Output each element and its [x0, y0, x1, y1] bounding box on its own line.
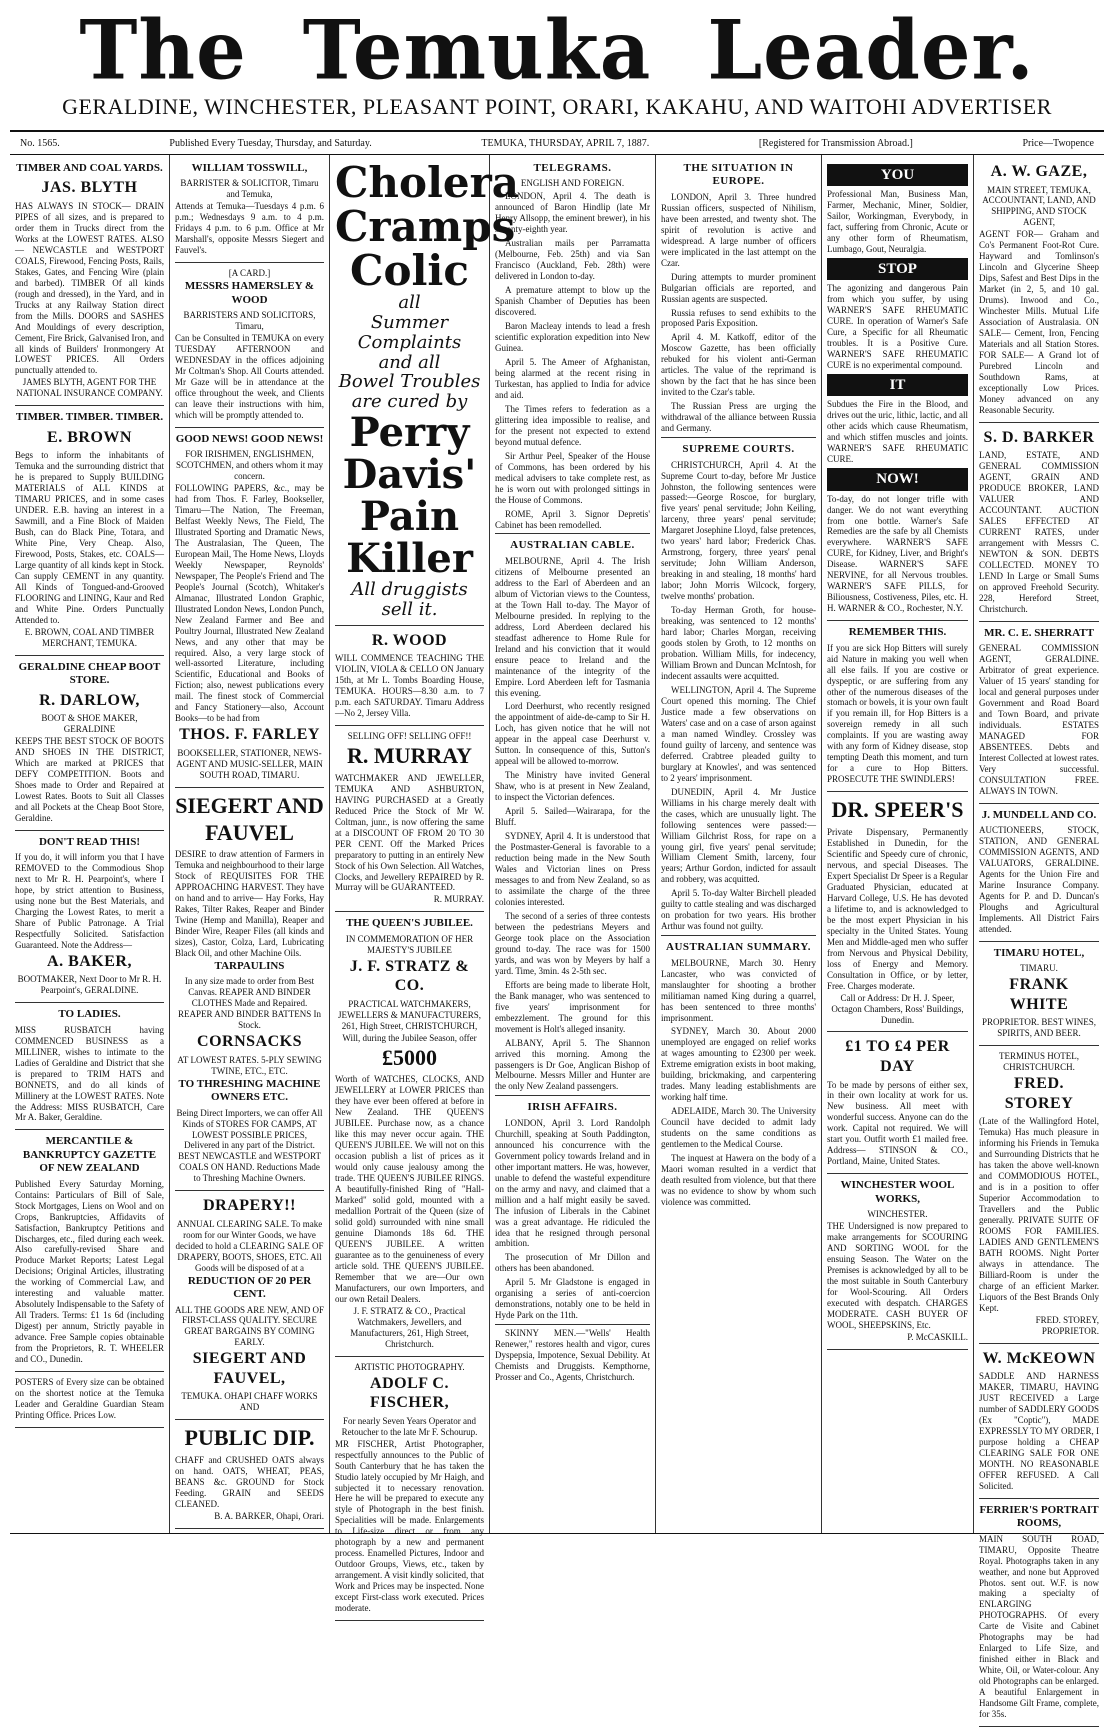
article-paragraph: SYDNEY, March 30. About 2000 unemployed are engaged on relief works at wages amounting to £2300 per week. Extreme emigration exists in boot making, building, brickmaking, and carpentering trades. Many leading establishments are working half time.	[661, 1026, 816, 1103]
ad-body: ANNUAL CLEARING SALE. To make room for our Winter Goods, we have decided to hold a CLEARING SALE OF DRAPERY, BOOTS, SHOES, ETC. All Goods will be disposed of at a	[175, 1218, 324, 1273]
advertiser-name: WILLIAM TOSSWILL,	[191, 162, 308, 174]
article-paragraph: Lord Deerhurst, who recently resigned the appointment of aide-de-camp to Sir H. Loch, has given notice that he will not appear in the appeal case Deerhurst v. Sutton. In consequence of this, Sutton's appeal will be allowed to-morrow.	[495, 701, 650, 767]
ad-banner: YOU	[827, 164, 968, 186]
divider	[495, 533, 650, 534]
masthead-word-3: Leader.	[707, 2, 1035, 98]
ad-body: Can be Consulted in TEMUKA on every TUESDAY AFTERNOON and WEDNESDAY in the offices adjoining Mr Coltman's Shop. All Courts attended. Mr Gaze will be in attendance at the office throughout the week, and Clients can leave their instructions with him, which will be promptly attended to.	[175, 332, 324, 420]
advertiser-name: FRED. STOREY	[1004, 1075, 1074, 1112]
ad-subheading: BARRISTER & SOLICITOR, Timaru and Temuka,	[180, 178, 319, 200]
ad-subheading: WINCHESTER.	[867, 1209, 928, 1220]
issue-date: TEMUKA, THURSDAY, APRIL 7, 1887.	[481, 137, 650, 149]
ad-footer: All druggists sell it.	[351, 579, 468, 620]
ad-sherratt	[979, 622, 1099, 804]
article-paragraph: April 5. The Ameer of Afghanistan, being alarmed at the recent rising in Turkestan, has applied to India for advice and aid.	[495, 356, 650, 400]
ad-heading: Perry Davis'	[342, 409, 477, 499]
ad-farley	[175, 428, 324, 788]
ad-body: Private Dispensary, Permanently Established in Dunedin, for the Scientific and Speedy cure of chronic, nervous, and special Diseases. The Expert Specialist Dr Speer is a Regular Graduated Physician, educated at Harvard College, U.S. He has devoted a lifetime to, and is acknowledged to be the most expert Physician in his specialty in the United States. Young Men and Middle-aged men who suffer from Nervous and Physical Debility, loss of Energy and Memory. Consultation in Office, or by letter, Free. Charges moderate.	[827, 827, 968, 991]
ad-pain-killer	[335, 157, 519, 626]
section-heading: TELEGRAMS.	[533, 162, 612, 174]
ad-heading: GOOD NEWS! GOOD NEWS!	[175, 432, 324, 445]
ad-body: (Late of the Wallingford Hotel, Temuka) Has much pleasure in informing his Friends in Temuka and Surrounding Districts that he has taken the above well-known and COMMODIOUS HOTEL, and is in a position to offer Superior Accommodation to Travellers and the Public generally. PRIVATE SUITE OF ROOMS FOR FAMILIES. LADIES AND GENTLEMEN'S BATH ROOMS. Night Porter always in attendance. The Billiard-Room is under the charge of an efficient Marker. Liquors of the Best Brands Only Kept.	[979, 1116, 1099, 1313]
ad-signature: Call or Address: Dr H. J. Speer, Octagon Chambers, Ross' Buildings, Dunedin.	[831, 992, 964, 1025]
ad-body: If you are sick Hop Bitters will surely aid Nature in making you well when all else fails. If you are costive or dyspeptic, or are suffering from any other of the numerous diseases of the stomach or bowels, it is your own fault if you remain ill, for Hop Bitters is a sovereign remedy in all such complaints. If you are wasting away with any form of Kidney disease, stop tempting Death this moment, and turn for a cure to Hop Bitters. PROSECUTE THE SWINDLERS!	[827, 642, 968, 785]
advertiser-name: WINCHESTER WOOL WORKS,	[840, 1179, 955, 1205]
advertiser-name: MR. C. E. SHERRATT	[984, 626, 1094, 639]
advertiser-name: SIEGERT AND FAUVEL,	[192, 1350, 307, 1387]
ad-posters	[15, 1372, 164, 1428]
ad-heading: TARPAULINS	[214, 960, 285, 973]
column-2	[170, 155, 330, 1533]
ad-signature: JAMES BLYTH, AGENT FOR THE NATIONAL INSURANCE COMPANY.	[16, 377, 163, 399]
ad-body: LAND, ESTATE, AND GENERAL COMMISSION AGENT, GRAIN AND PRODUCE BROKER, LAND VALUER AND ACCOUNTANT. AUCTION SALES EFFECTED AT CURRENT RATES, under arrangement with Messrs C. NEWTON & SON. DEBTS COLLECTED. MONEY TO LEND In Large or Small Sums on approved Freehold Security. 228, Hereford Street, Christchurch.	[979, 450, 1099, 614]
ad-heading: TIMBER. TIMBER. TIMBER.	[15, 411, 164, 424]
advertiser-name: FRANK WHITE	[1009, 976, 1069, 1013]
ad-heading: CORNSACKS	[197, 1033, 302, 1051]
article-paragraph: Sir Arthur Peel, Speaker of the House of Commons, has been ordered by his medical advisers to take complete rest, as he is worn out with prolonged sittings in the House of Commons.	[495, 450, 650, 505]
article-paragraph: The inquest at Hawera on the body of a Maori woman resulted in a verdict that death resulted from violence, but that there was no evidence to show by whom such violence was committed.	[661, 1153, 816, 1207]
article-paragraph: LONDON, April 3. Lord Randolph Churchill, speaking at South Paddington, announced his concurrence with the Government policy towards Ireland and in other important matters. He was, however, unable to defend the wasteful expenditure on the army and navy, and claimed that a million and a half might easily be saved. The infusion of Liberals in the Cabinet was a great advantage. He ridiculed the idea that he resigned through personal ambition.	[495, 1117, 650, 1249]
ad-body: POSTERS of Every size can be obtained on the shortest notice at the Temuka Leader and Geraldine Guardian Steam Printing Office. Prices Low.	[15, 1377, 164, 1421]
columns	[10, 155, 1104, 1720]
divider	[661, 935, 816, 936]
masthead-word-1: The	[79, 2, 247, 98]
article-paragraph: April 4. M. Katkoff, editor of the Moscow Gazette, has been officially rebuked for his violent anti-German articles. The value of the reprimand is shown by the fact that he has since been invited to the Czar's table.	[661, 332, 816, 398]
ad-signature: FRED. STOREY, PROPRIETOR.	[1035, 1314, 1099, 1336]
column-3	[330, 155, 519, 1614]
ad-darlow	[15, 656, 164, 831]
ad-body: CHAFF and CRUSHED OATS always on hand. OATS, WHEAT, PEAS, BEANS &c. GROUND for Stock Feeding. GRAIN and SEEDS CLEANED.	[175, 1455, 324, 1510]
ad-hop-bitters	[827, 621, 968, 792]
advertiser-name: MESSRS HAMERSLEY & WOOD	[184, 280, 315, 306]
section-heading: SUPREME COURTS.	[682, 443, 795, 456]
ad-siegert-fauvel	[175, 788, 324, 1192]
column-5	[656, 155, 822, 1533]
ad-subheading: BOOT & SHOE MAKER, GERALDINE	[41, 713, 138, 735]
ad-line: all	[398, 292, 421, 314]
ad-storey	[979, 1046, 1099, 1343]
ad-heading: Cramps	[335, 202, 516, 252]
ad-body: AUCTIONEERS, STOCK, STATION, AND GENERAL COMMISSION AGENTS, AND VALUATORS, GERALDINE. Agents for the Union Fire and Marine Insurance Company. Agents for P. and D. Duncan's Ploughs and Agricultural Implements. All District Fairs attended.	[979, 825, 1099, 934]
ad-subheading: For nearly Seven Years Operator and Retoucher to the late Mr F. Schourup.	[341, 1415, 478, 1437]
ad-subheading: TEMUKA. OHAPI CHAFF WORKS AND	[181, 1391, 318, 1413]
ad-heading: £1 TO £4 PER DAY	[845, 1038, 950, 1075]
ad-heading: TIMBER AND COAL YARDS.	[16, 162, 163, 174]
ad-subheading: PRACTICAL WATCHMAKERS, JEWELLERS & MANUFACTURERS, 261, High Street, CHRISTCHURCH,	[337, 998, 482, 1031]
issue-number: No. 1565.	[20, 137, 60, 149]
ad-body: Begs to inform the inhabitants of Temuka and the surrounding district that he is prepared to Supply BUILDING MATERIALS of ALL KINDS at TIMARU PRICES, and in some cases UNDER. E.B. having an interest in a Sawmill, and a Fine Block of Maiden Bush, can do Black Pine, Totara, and White Pine, Very Cheap. Also, Firewood, Posts, Stakes, etc. COALS—Large quantity of all kinds kept in Stock. Can supply CEMENT in any quantity. All Kinds of Tongued-and-Grooved FLOORING and LINING, Kaur and Red and White Pine. Orders Punctually Attended to.	[15, 450, 164, 625]
column-7	[974, 155, 1104, 1720]
advertiser-name: J. F. STRATZ & CO.	[349, 957, 470, 995]
article-paragraph: ALBANY, April 5. The Shannon arrived this morning. Among the passengers is Dr Goe, Anglican Bishop of Melbourne. Messrs Miller and Hunter are the only New Zealand passengers.	[495, 1037, 650, 1092]
masthead-word-2: Temuka	[302, 2, 652, 98]
article-paragraph: Russia refuses to send exhibits to the proposed Paris Exposition.	[661, 307, 816, 329]
ad-banner: IT	[827, 374, 968, 396]
ad-amount: £5000	[382, 1044, 437, 1070]
masthead	[10, 0, 1104, 96]
ad-body: SADDLE AND HARNESS MAKER, TIMARU, HAVING JUST RECEIVED a Large number of SADDLERY GOODS (Ex "Coptic"), MADE EXPRESSLY TO MY ORDER, I purpose holding a CHEAP CLEARING SALE FOR ONE MONTH. NO REASONABLE OFFER REFUSED. A Call Solicited.	[979, 1371, 1099, 1491]
ad-subheading: TIMARU.	[1020, 963, 1058, 974]
article-paragraph: LONDON, April 3. Three hundred Russian officers, suspected of Nihilism, have been arrested, and twenty shot. The spirit of revolution is active and widespread. A large number of officers were implicated in the last attempt on the Czar.	[661, 191, 816, 268]
ad-heading: MERCANTILE & BANKRUPTCY GAZETTE OF NEW ZEALAND	[22, 1135, 157, 1175]
ad-heading: THE QUEEN'S JUBILEE.	[346, 917, 473, 930]
section-heading: AUSTRALIAN SUMMARY.	[666, 941, 811, 954]
column-6	[822, 155, 974, 1533]
ad-body: WILL COMMENCE TEACHING THE VIOLIN, VIOLA & CELLO ON January 15th, at Mr L. Tombs Boarding House, TEMUKA. HOURS—8.30 a.m. to 7 p.m. each SATURDAY. Timaru Address—No 2, Jersey Villa.	[335, 653, 484, 719]
article-paragraph: DUNEDIN, April 4. Mr Justice Williams in his charge merely dealt with the cases, which are unusually light. The following sentences were passed:—William Gilchrist Ross, for rape on a young girl, five years' penal servitude; William Clement Smith, larceny, four years; Arthur Gordon, indicted for assault and robbery, was acquitted.	[661, 786, 816, 885]
ad-body: DESIRE to draw attention of Farmers in Temuka and neighbourhood to their large Stock of REQUISITES FOR THE APPROACHING HARVEST. They have on hand and to arrive— Hay Forks, Hay Rakes, Tilter Rakes, Reaper and Binder Twine (Hemp and Manilla), Reaper and Binder Wire, Reaper Files (all kinds and sizes), Castor, Colza, Lard, Lubricating Black Oil, and other Machine Oils.	[175, 849, 324, 959]
masthead-subtitle: GERALDINE, WINCHESTER, PLEASANT POINT, ORARI, KAKAHU, AND WAITOHI ADVERTISER	[62, 94, 1052, 119]
ad-subheading: PROPRIETOR. BEST WINES, SPIRITS, AND BEER.	[981, 1017, 1097, 1039]
divider	[495, 1324, 650, 1325]
article-paragraph: ROME, April 3. Signor Depretis' Cabinet has been remodelled.	[495, 508, 650, 530]
advertiser-name: W. McKEOWN	[982, 1349, 1096, 1367]
ad-body: FOLLOWING PAPERS, &c., may be had from Thos. F. Farley, Bookseller, Timaru—The Nation, The Freeman, Belfast Weekly News, The Field, The Illustrated Sporting and Dramatic News, The Australasian, The Queen, The European Mail, The Home News, Lloyds Weekly Newspaper, Reynolds' Newspaper, The People's Friend and The People's Journal (Scotch), Whitaker's Almanac, Illustrated London Graphic, Illustrated London News, London Punch, New Zealand Farmer and Bee and Poultry Journal, Illustrated New Zealand News, and any other that may be required. Also, a very large stock of well-assorted Literature, including Scientific, Educational and Books of Fiction; also, newest publications every mail. The finest stock of Commercial and Fancy Stationery—also, Account Books—to be had from	[175, 482, 324, 724]
ad-body: GENERAL COMMISSION AGENT, GERALDINE. Arbitrator of great experience. Valuer of 15 years' standing for local and general purposes under Government and Road Board and Town Board, and private individuals. ESTATES MANAGED FOR ABSENTEES. Debts and Interest Collected at lowest rates. Very successful. CONSULTATION FREE. ALWAYS IN TOWN.	[979, 643, 1099, 796]
section-subheading: ENGLISH AND FOREIGN.	[520, 178, 625, 189]
ad-body: To be made by persons of either sex, in their own locality at work for us. New business. All meet with wonderful success. Anyone can do the work. Capital not required. We will start you. Outfit worth £1 mailed free. Address— STINSON & CO., Portland, Maine, United States.	[827, 1079, 968, 1167]
article-paragraph: MELBOURNE, April 4. The Irish citizens of Melbourne presented an address to the Earl of Aberdeen and an album of Victorian views to the Countess, at the Town Hall to-day. The Mayor of Melbourne presided. In replying to the address, Lord Aberdeen declared his steadfast adherence to Home Rule for Ireland and his conviction that it would ensure peace to Ireland and the maintenance of the integrity of the Empire. Lord Aberdeen left for Tasmania this evening.	[495, 555, 650, 698]
ad-heading: Colic	[350, 246, 469, 296]
article-paragraph: April 5. Sailed—Wairarapa, for the Bluff.	[495, 806, 650, 828]
ad-line: Bowel Troubles	[338, 371, 481, 393]
article-paragraph: The prosecution of Mr Dillon and others has been abandoned.	[495, 1252, 650, 1274]
article-paragraph: LONDON, April 4. The death is announced of Baron Hindlip (late Mr Henry Allsopp, the eminent brewer), in his seventy-eighth year.	[495, 191, 650, 235]
ad-body: The agonizing and dangerous Pain from which you suffer, by using WARNER'S SAFE RHEUMATIC CURE. In operation of Warner's Safe Cure, a Specific for all Rheumatic troubles. It is a Positive Cure. WARNER'S SAFE RHEUMATIC CURE is no experimental compound.	[827, 283, 968, 371]
ad-mercantile-gazette	[15, 1130, 164, 1372]
ad-signature: R. MURRAY.	[433, 894, 484, 905]
advertiser-name: S. D. BARKER	[983, 428, 1095, 446]
ad-body: Will, during the Jubilee Season, offer	[342, 1032, 477, 1043]
registration-note: [Registered for Transmission Abroad.]	[758, 137, 913, 149]
advertiser-name: JAS. BLYTH	[41, 179, 138, 197]
ad-heading: TO THRESHING MACHINE OWNERS ETC.	[178, 1077, 321, 1104]
divider	[661, 437, 816, 438]
ad-signature: P. McCASKILL.	[907, 1331, 968, 1342]
article-paragraph: Efforts are being made to liberate Holt, the Bank manager, who was sentenced to five years' imprisonment for embezzlement. The ground for this movement is Holt's alleged insanity.	[495, 979, 650, 1034]
advertiser-name: E. BROWN	[47, 428, 132, 446]
ad-body: Published Every Saturday Morning, Contains: Particulars of Bill of Sale, Stock Mortgages, Liens on Wool and on Crops, Bankruptcies, Affidavits of Satisfaction, Bankruptcy Petitions and Discharges, etc., filed during each week. Also carefully-revised Share and Produce Market Reports; Latest Legal Decisions; Original Articles, illustrating the working of Commercial Law, and interesting and valuable matter. Absolutely Indispensable to the Safety of All Traders. Terms: £1 1s 6d (including Digest) per annum, Strictly payable in advance. Free Sample copies obtainable from the Proprietors, R. T. WHEELER and CO., Dunedin.	[15, 1178, 164, 1365]
ad-mundell	[979, 804, 1099, 942]
article-paragraph: WELLINGTON, April 4. The Supreme Court opened this morning. The Chief Justice made a few observations on Waters' case and on a case of arson against a man named Windley. Crossley was found guilty of larceny, and sentence was deferred. Crabtree pleaded guilty to burglary at Knowles', and was sentenced to 2 years' imprisonment.	[661, 684, 816, 783]
ad-body: MAIN SOUTH ROAD, TIMARU, Opposite Theatre Royal. Photographs taken in any weather, and none but Approved Photos. sent out. W.F. is now making a specialty of ENLARGING PHOTOGRAPHS. Of every Carte de Visite and Cabinet Photographs may be had Enlarged to Life Size, and finished either in Black and White, Oil, or Water-colour. Any old Photographs can be enlarged. A beautiful Enlargement in Handsome Gilt Frame, complete, for 35s.	[979, 1533, 1099, 1720]
ad-tosswill	[175, 157, 324, 263]
advertiser-name: R. MURRAY	[346, 742, 473, 768]
section-heading: THE SITUATION IN EUROPE.	[683, 162, 794, 188]
article-paragraph: SYDNEY, April 4. It is understood that the Postmaster-General is favorable to a reduction being made in the New South Wales and Victorian lines on Press messages to and from New Zealand, so as to assimilate the charge of the three colonies interested.	[495, 831, 650, 907]
article-paragraph: The Times refers to federation as a glittering idea impossible to realise, and for the present not expected to extend beyond mutual defence.	[495, 403, 650, 447]
ad-label: SELLING OFF! SELLING OFF!!	[347, 730, 472, 741]
ad-body: In any size made to order from Best Canvas. REAPER AND BINDER CLOTHES Made and Repaired. REAPER AND BINDER BATTENS In Stock.	[177, 976, 321, 1031]
article-paragraph: The second of a series of three contests between the pedestrians Meyers and George took place on the Association ground to-day. The race was for 1500 yards, and was won by Meyers by half a yard. Time, 3min. 4s 2-5th sec.	[495, 910, 650, 976]
ad-gaze	[979, 157, 1099, 423]
advertiser-name: R. DARLOW,	[39, 691, 140, 709]
ad-body: Professional Man, Business Man, Farmer, Mechanic, Miner, Soldier, Sailor, Workingman, Everybody, in fact, suffering from Chronic, Acute or any other form of Rheumatism, Lumbago, Gout, Neuralgia.	[827, 189, 968, 255]
article-paragraph: The Russian Press are urging the withdrawal of the alliance between Russia and Germany.	[661, 401, 816, 434]
ad-wool-works	[827, 1174, 968, 1349]
ad-body: MISS RUSBATCH having COMMENCED BUSINESS as a MILLINER, wishes to intimate to the Ladies of Geraldine and District that she is prepared to TRIM HATS and BONNETS, and do all kinds of Millinery at the LOWEST RATES. Note the Address: MISS RUSBATCH, Care Mr A. Baker, Geraldine.	[15, 1024, 164, 1123]
ad-fischer	[335, 1357, 484, 1621]
advertiser-name: A. W. GAZE,	[990, 163, 1088, 180]
ad-banner: STOP	[827, 258, 968, 280]
ad-body: To-day, do not longer trifle with danger. We do not want everything from one bottle. Warner's Safe Remedies are the safe by all Chemists everywhere. WARNER'S SAFE CURE, for Kidney, Liver, and Bright's Disease. WARNER'S SAFE NERVINE, for all Nervous troubles. WARNER'S SAFE PILLS, for Biliousness, Costiveness, Piles, etc. H. H. WARNER & CO., Rochester, N.Y.	[827, 493, 968, 614]
ad-body: Attends at Temuka—Tuesdays 4 p.m. 6 p.m.; Wednesdays 9 a.m. to 4 p.m. Fridays 4 p.m. to 6 p.m. Office at Mr Marshall's, opposite Messrs Siegert and Fauvel's.	[175, 201, 324, 256]
article-paragraph: April 5. Mr Gladstone is engaged in organising a series of anti-coercion demonstrations, notably one to be held in Hyde Park on the 11th.	[495, 1277, 650, 1321]
ad-body: MR FISCHER, Artist Photographer, respectfully announces to the Public of South Canterbury that he has taken the Studio lately occupied by Mr Haigh, and subjected it to necessary renovation. Here he will be prepared to execute any style of Photograph in the best finish. Specialities will be made. Enlargements to Life-size direct or from any photograph by a new and permanent process. Enamelled Pictures, Indoor and Outdoor Groups, Views, etc., taken by arrangement. A visit kindly solicited, that Work and Prices may be inspected. None except First-class work executed. Prices moderate.	[335, 1438, 484, 1614]
ad-heading: REMEMBER THIS.	[848, 626, 947, 639]
ad-heading: DON'T READ THIS!	[38, 835, 141, 848]
ad-body: Worth of WATCHES, CLOCKS, AND JEWELLERY at LOWER PRICES than they have ever been offered at before in New Zealand. THE QUEEN'S JUBILEE. Purchase now, as a chance like this may never occur again. THE QUEEN'S JUBILEE. We will not on this occasion publish a list of prices as it would only cause jealousy among the trade. THE QUEEN'S JUBILEE RINGS. A beautifully-finished Ring of "Hall-Marked" solid gold, mounted with a medallion Portrait of the Queen (size of solid gold) surrounded with nine small genuine Diamonds 18s 6d. THE QUEEN'S JUBILEE. A written guarantee as to the genuineness of every article sold. THE QUEEN'S JUBILEE. Remember that we are—Our own Manufacturers, our own Importers, and our own Retail Dealers.	[335, 1074, 484, 1304]
article-paragraph: April 5. To-day Walter Birchell pleaded guilty to cattle stealing and was discharged on probation for two years. His brother Arthur was found not guilty.	[661, 888, 816, 932]
ad-warners	[827, 157, 968, 621]
advertiser-name: A. BAKER,	[47, 952, 132, 970]
advertiser-name: THOS. F. FARLEY	[179, 726, 320, 744]
ad-heading: PUBLIC DIP.	[184, 1425, 315, 1451]
column-1	[10, 155, 170, 1533]
ad-body: HAS ALWAYS IN STOCK— DRAIN PIPES of all sizes, and is prepared to order them in Trucks direct from the Works at the LOWEST RATES. ALSO— NEWCASTLE and WESTPORT COALS, Firewood, Fencing Posts, Rails, Stakes, Gates, and Fencing Wire (plain and barbed). TIMBER Of all kinds (rough and dressed), in the Yard, and in Trucks at any Railway Station direct from the Mills. DOORS and SASHES And Mouldings of every description, Cement, Fire Brick, Galvanised Iron, and all kinds of Builders' Ironmongery At LOWEST PRICES. All Orders punctually attended to.	[15, 200, 164, 376]
ad-body: AGENT FOR— Graham and Co's Permanent Foot-Rot Cure. Hayward and Tomlinson's Lincoln and Glycerine Sheep Dips, Safest and Best Dips in the Market (in 2, 5, and 10 gal. Drums). Inwood and Co., Winchester Mills. Mutual Life Association of Australasia. ON SALE— Cement, Iron, Fencing Materials and all Station Stores. FOR SALE— A Grand lot of Purebred Lincoln and Southdown Rams, at exceptionally Low Prices. Money advanced on any Reasonable Security.	[979, 229, 1099, 415]
section-heading: IRISH AFFAIRS.	[527, 1101, 618, 1114]
ad-ferrier	[979, 1499, 1099, 1727]
ad-stinson	[827, 1032, 968, 1174]
ad-wood	[335, 626, 484, 726]
ad-speer	[827, 792, 968, 1032]
ad-heading: Killer	[346, 535, 473, 583]
article-paragraph: Baron Macleay intends to lead a fresh scientific exploration expedition into New Guinea.	[495, 321, 650, 353]
advertisement-snippet: SKINNY MEN.—"Wells' Health Renewer," restores health and vigor, cures Dyspepsia, Impotence, Sexual Debility. At Chemists and Druggists. Kempthorne, Prosser and Co., Agents, Christchurch.	[495, 1328, 650, 1383]
ad-subheading: IN COMMEMORATION OF HER MAJESTY'S JUBILEE	[345, 933, 474, 955]
ad-body: ALL THE GOODS ARE NEW, AND OF FIRST-CLASS QUALITY. SECURE GREAT BARGAINS BY COMING EARLY.	[175, 1304, 324, 1348]
ad-heading: GERALDINE CHEAP BOOT STORE.	[18, 660, 161, 687]
ad-subheading: BOOKSELLER, STATIONER, NEWS-AGENT AND MUSIC-SELLER, MAIN SOUTH ROAD, TIMARU.	[176, 747, 323, 780]
article-paragraph: CHRISTCHURCH, April 4. At the Supreme Court to-day, before Mr Justice Johnston, the following sentences were passed:—George Roscoe, for burglary, five years' penal servitude; John Keiling, larceny, three years' penal servitude; Margaret Josephine Lloyd, false pretences, two years' hard labor; Frederick Chas. Armstrong, forgery, three years' penal servitude; John William Anderson, breaking in and stealing, 18 months' hard labor; John Morris Wilcock, forgery, twelve months' probation.	[661, 459, 816, 602]
advertiser-name: J. MUNDELL AND CO.	[981, 808, 1097, 821]
ad-signature: B. A. BARKER, Ohapi, Orari.	[214, 1511, 324, 1522]
ad-murray	[335, 726, 484, 912]
ad-body: KEEPS THE BEST STOCK OF BOOTS AND SHOES IN THE DISTRICT, Which are marked at PRICES that DEFY COMPETITION. Boots and Shoes made to Order and Repaired at Lowest Rates. Boots to Suit all Classes and all Pockets at the Cheap Boot Store, Geraldine.	[15, 735, 164, 823]
article-paragraph: MELBOURNE, March 30. Henry Lancaster, who was convicted of manslaughter for shooting a brother militiaman named King during a quarrel, has been sentenced to three months' imprisonment.	[661, 957, 816, 1023]
ad-subheading: MAIN STREET, TEMUKA, ACCOUNTANT, LAND, AND SHIPPING, AND STOCK AGENT,	[982, 184, 1096, 228]
ad-subheading: FOR IRISHMEN, ENGLISHMEN, SCOTCHMEN, and others whom it may concern.	[176, 449, 323, 481]
ad-banner: NOW!	[827, 468, 968, 490]
ad-heading: DRAPERY!!	[203, 1197, 296, 1215]
dateline	[10, 130, 1104, 155]
publication-days: Published Every Tuesday, Thursday, and Saturday.	[169, 137, 372, 149]
ad-stratz	[335, 912, 484, 1356]
ad-line: are cured by	[351, 391, 468, 413]
ad-label: TERMINUS HOTEL, CHRISTCHURCH.	[999, 1051, 1079, 1073]
ad-barker	[979, 423, 1099, 622]
advertiser-name: DR. SPEER'S	[831, 797, 964, 823]
ad-heading: REDUCTION OF 20 PER CENT.	[187, 1274, 312, 1301]
ad-brown	[15, 406, 164, 655]
article-paragraph: A premature attempt to blow up the Spanish Chamber of Deputies has been discovered.	[495, 285, 650, 318]
ad-label: ARTISTIC PHOTOGRAPHY.	[354, 1361, 465, 1372]
column-4	[490, 155, 656, 1533]
ad-subheading: AT LOWEST RATES. 5-PLY SEWING TWINE, ETC., ETC.	[177, 1054, 322, 1076]
ad-baker	[15, 831, 164, 1004]
ad-heading: TIMARU HOTEL,	[993, 946, 1085, 959]
article-paragraph: The Ministry have invited General Shaw, who is at present in New Zealand, to inspect the Victorian defences.	[495, 770, 650, 803]
divider	[495, 1095, 650, 1096]
ad-body: Being Direct Importers, we can offer All Kinds of STORES FOR CAMPS, AT LOWEST POSSIBLE PRICES, Delivered in any part of the District. BEST NEWCASTLE and WESTPORT COALS ON HAND. Reductions Made to Threshing Machine Owners.	[176, 1107, 323, 1184]
advertiser-name: ADOLF C. FISCHER,	[369, 1374, 450, 1412]
ad-label: [A CARD.]	[228, 268, 271, 279]
ad-public-dip	[175, 1420, 324, 1529]
issue-price: Price—Twopence	[1022, 137, 1094, 149]
ad-line: Summer Complaints	[357, 312, 462, 353]
ad-body: If you do, it will inform you that I have REMOVED to the Commodious Shop next to Mr R. H. Pearpoint's, where I hope, by strict attention to Business, using none but the Best Materials, and Charging the Lowest Rates, to merit a Share of Public Patronage. A Trial Respectfully Solicited. Satisfaction Guaranteed. Note the Address—	[15, 852, 164, 950]
article-paragraph: Australian mails per Parramatta (Melbourne, Feb. 25th) and via San Francisco (Auckland, Feb. 28th) were delivered in London to-day.	[495, 238, 650, 282]
ad-heading: Pain	[359, 493, 460, 541]
ad-body: Subdues the Fire in the Blood, and drives out the uric, lithic, lactic, and all other acids which cause Rheumatism, and which stiffen muscles and joints. WARNER'S SAFE RHEUMATIC CURE.	[827, 399, 968, 465]
ad-subheading: BARRISTERS AND SOLICITORS, Timaru,	[183, 309, 316, 331]
ad-heading: TO LADIES.	[58, 1008, 121, 1021]
advertiser-name: SIEGERT AND FAUVEL	[175, 792, 324, 845]
article-paragraph: To-day Herman Groth, for house-breaking, was sentenced to 12 months' hard labor; Charles Morgan, receiving goods stolen by Groth, to 12 months on probation. William Mills, for indecency, William Brown and Duncan McIntosh, for indecent assaults were acquitted.	[661, 605, 816, 681]
ad-subheading: BOOTMAKER, Next Door to Mr R. H. Pearpoint's, GERALDINE.	[17, 974, 162, 996]
article-paragraph: During attempts to murder prominent Bulgarian officials are reported, and Russian agents are suspected.	[661, 271, 816, 304]
ad-signature: J. F. STRATZ & CO., Practical Watchmakers, Jewellers, and Manufacturers, 261, High Street, Christchurch.	[350, 1305, 469, 1349]
ad-blyth	[15, 157, 164, 406]
article-paragraph: ADELAIDE, March 30. The University Council have decided to admit lady students on the same conditions as gentlemen to the Medical Course.	[661, 1106, 816, 1150]
ad-signature: E. BROWN, COAL AND TIMBER MERCHANT, TEMUKA.	[24, 626, 155, 648]
ad-mckeown	[979, 1344, 1099, 1499]
ad-body: WATCHMAKER AND JEWELLER, TEMUKA AND ASHBURTON, HAVING PURCHASED at a Greatly Reduced Price the Stock of Mr W. Coltman, junr., is now offering the same at a DISCOUNT OF FROM 20 TO 30 PER CENT. Off the Marked Prices preparatory to putting in an entirely New Stock of his Own Selection. All Watches, Clocks, and Jewellery REPAIRED by R. Murray will be GUARANTEED.	[335, 772, 484, 893]
ad-body: THE Undersigned is now prepared to make arrangements for SCOURING AND SORTING WOOL for the ensuing Season. The Water on the Premises is acknowledged by all to be the most suitable in South Canterbury for Wool-Scouring. All Orders executed with despatch. CHARGES MODERATE. CASH BUYER OF WOOL, SHEEPSKINS, Etc.	[827, 1221, 968, 1330]
ad-drapery	[175, 1191, 324, 1420]
advertiser-name: R. WOOD	[371, 631, 448, 649]
ad-heading: Cholera	[335, 158, 519, 207]
advertiser-name: FERRIER'S PORTRAIT ROOMS,	[979, 1503, 1099, 1530]
section-heading: AUSTRALIAN CABLE.	[510, 539, 635, 552]
ad-rusbatch	[15, 1003, 164, 1130]
ad-timaru-hotel	[979, 942, 1099, 1046]
ad-hamersley-wood	[175, 263, 324, 427]
ad-line: and all	[378, 351, 441, 373]
